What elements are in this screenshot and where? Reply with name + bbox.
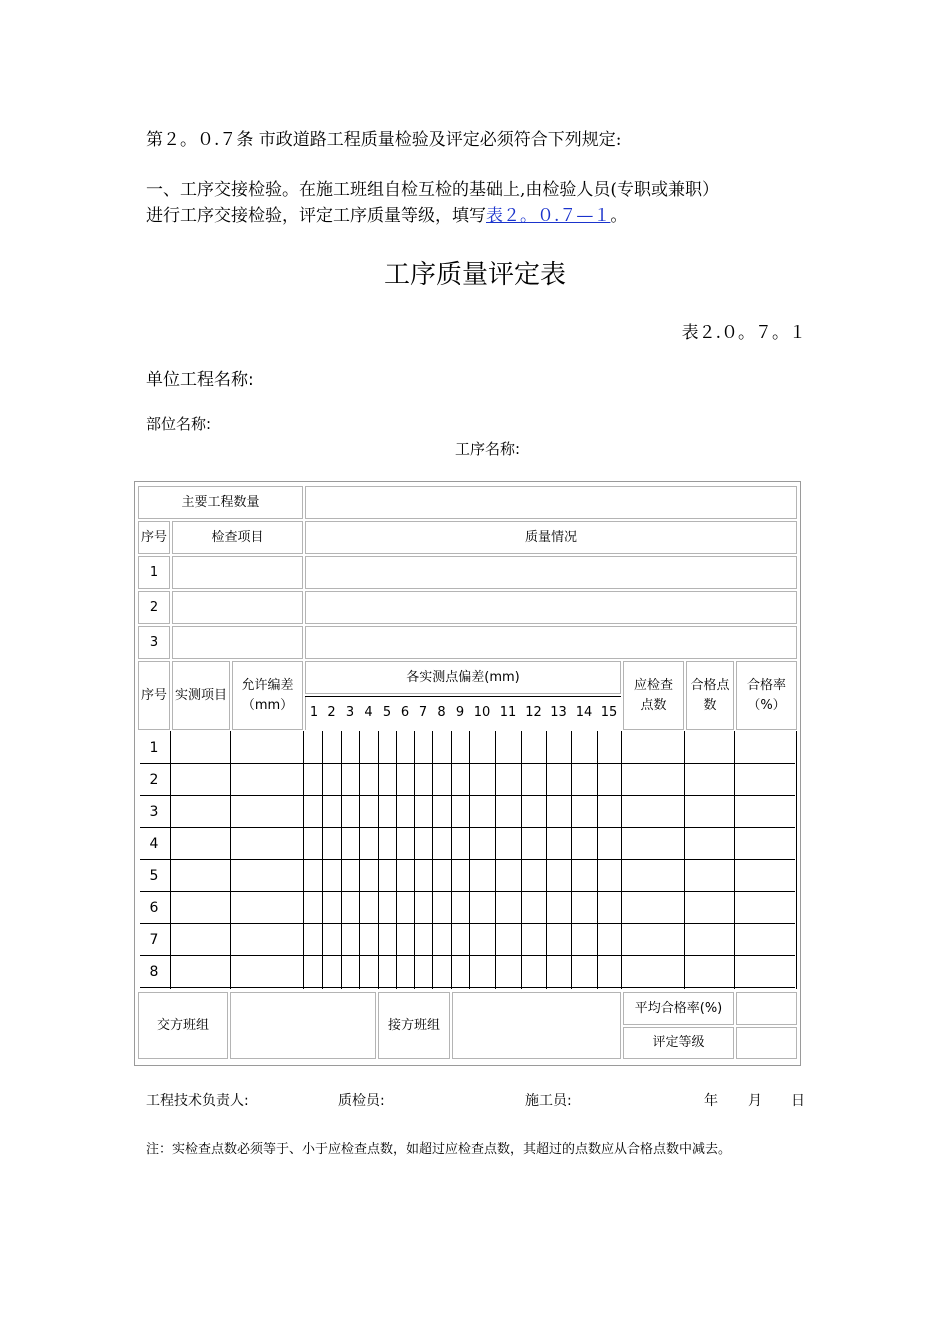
avg-pass-rate-label: 平均合格率(%) [623,992,734,1025]
year-label: 年 [704,1093,718,1109]
seq-header-2: 序号 [138,661,170,730]
measured-item-header: 实测项目 [172,661,230,730]
part-name-label: 部位名称: [146,415,212,433]
grid-horizontal-line [140,859,795,860]
grade-value [736,1027,797,1059]
check-item-header: 检查项目 [172,521,303,554]
unit-name-label: 单位工程名称: [146,370,254,390]
top-row-item [172,591,303,624]
main-quantity-value [305,486,797,519]
grid-row-number: 8 [149,963,159,980]
grid-vertical-line [230,731,231,989]
top-row-quality [305,591,797,624]
footnote: 注：实检查点数必须等于、小于应检查点数，如超过应检查点数，其超过的点数应从合格点数中减去。 [146,1142,732,1157]
grid-vertical-line [341,731,342,989]
grid-row-number: 5 [149,867,159,884]
point-header-divider [305,696,621,697]
grid-vertical-line [521,731,522,989]
point-column-14: 14 [575,705,593,721]
point-column-13: 13 [550,705,567,721]
grid-row-number: 2 [149,771,159,788]
top-row-number: 2 [138,591,170,624]
intro-line-3-text: 进行工序交接检验，评定工序质量等级，填写 [146,206,486,226]
grid-vertical-line [322,731,323,989]
should-check-header: 应检查 点数 [623,661,684,730]
receiver-team-value [452,992,621,1059]
grid-vertical-line [734,731,735,989]
grid-horizontal-line [140,763,795,764]
grade-label: 评定等级 [623,1027,734,1059]
main-quantity-label: 主要工程数量 [138,486,303,519]
point-column-10: 10 [473,705,491,721]
top-row-number: 3 [138,626,170,659]
worker-label: 施工员: [525,1093,572,1109]
table-number: 表２.０。７。１ [681,323,806,343]
point-column-9: 9 [455,705,465,721]
point-column-11: 11 [499,705,517,721]
grid-row-number: 4 [149,835,159,852]
intro-line-2: 一、工序交接检验。在施工班组自检互检的基础上,由检验人员(专职或兼职） [146,180,720,200]
grid-vertical-line [621,731,622,989]
grid-vertical-line [396,731,397,989]
grid-vertical-line [684,731,685,989]
month-label: 月 [748,1093,762,1109]
grid-vertical-line [495,731,496,989]
receiver-team-label: 接方班组 [378,992,450,1059]
point-column-4: 4 [364,705,373,721]
grid-horizontal-line [140,923,795,924]
grid-row-number: 6 [149,899,159,916]
grid-vertical-line [170,731,171,989]
point-column-7: 7 [418,705,428,721]
avg-pass-rate-value [736,992,797,1025]
allowed-deviation-header: 允许编差 （mm） [232,661,303,730]
grid-horizontal-line [140,827,795,828]
page-title: 工序质量评定表 [383,260,566,290]
grid-vertical-line [378,731,379,989]
grid-horizontal-line [140,987,795,988]
point-column-3: 3 [345,705,355,721]
grid-vertical-line [796,731,797,989]
point-deviation-header: 各实测点偏差(mm) [305,661,621,694]
grid-horizontal-line [140,795,795,796]
pass-points-header: 合格点 数 [686,661,734,730]
grid-vertical-line [303,731,304,989]
inspector-label: 质检员: [338,1093,385,1109]
grid-row-number: 7 [149,931,159,948]
grid-row-number: 3 [149,803,159,820]
intro-line-1: 第２。０.７条 市政道路工程质量检验及评定必须符合下列规定: [146,130,622,150]
grid-vertical-line [451,731,452,989]
point-column-1: 1 [305,696,322,730]
top-row-item [172,626,303,659]
grid-vertical-line [571,731,572,989]
pass-rate-header: 合格率 （%） [736,661,797,730]
point-column-2: 2 [327,705,336,721]
table-reference-link[interactable]: 表２。０.７—１ [486,206,611,226]
handover-team-label: 交方班组 [138,992,228,1059]
grid-vertical-line [414,731,415,989]
top-row-quality [305,626,797,659]
grid-vertical-line [432,731,433,989]
grid-vertical-line [546,731,547,989]
point-column-12: 12 [525,705,542,721]
seq-header: 序号 [138,521,170,554]
top-row-quality [305,556,797,589]
point-column-15: 15 [600,705,618,721]
top-row-number: 1 [138,556,170,589]
quality-header: 质量情况 [305,521,797,554]
day-label: 日 [791,1093,805,1109]
grid-horizontal-line [140,891,795,892]
point-column-6: 6 [400,705,410,721]
grid-vertical-line [597,731,598,989]
process-name-label: 工序名称: [455,440,521,458]
tech-lead-label: 工程技术负责人: [146,1093,249,1109]
handover-team-value [230,992,376,1059]
point-column-5: 5 [382,705,392,721]
grid-vertical-line [359,731,360,989]
grid-vertical-line [469,731,470,989]
grid-row-number: 1 [149,739,159,756]
intro-line-3-end: 。 [610,206,628,226]
top-row-item [172,556,303,589]
point-column-8: 8 [437,705,446,721]
grid-horizontal-line [140,955,795,956]
intro-line-3 [146,201,627,226]
